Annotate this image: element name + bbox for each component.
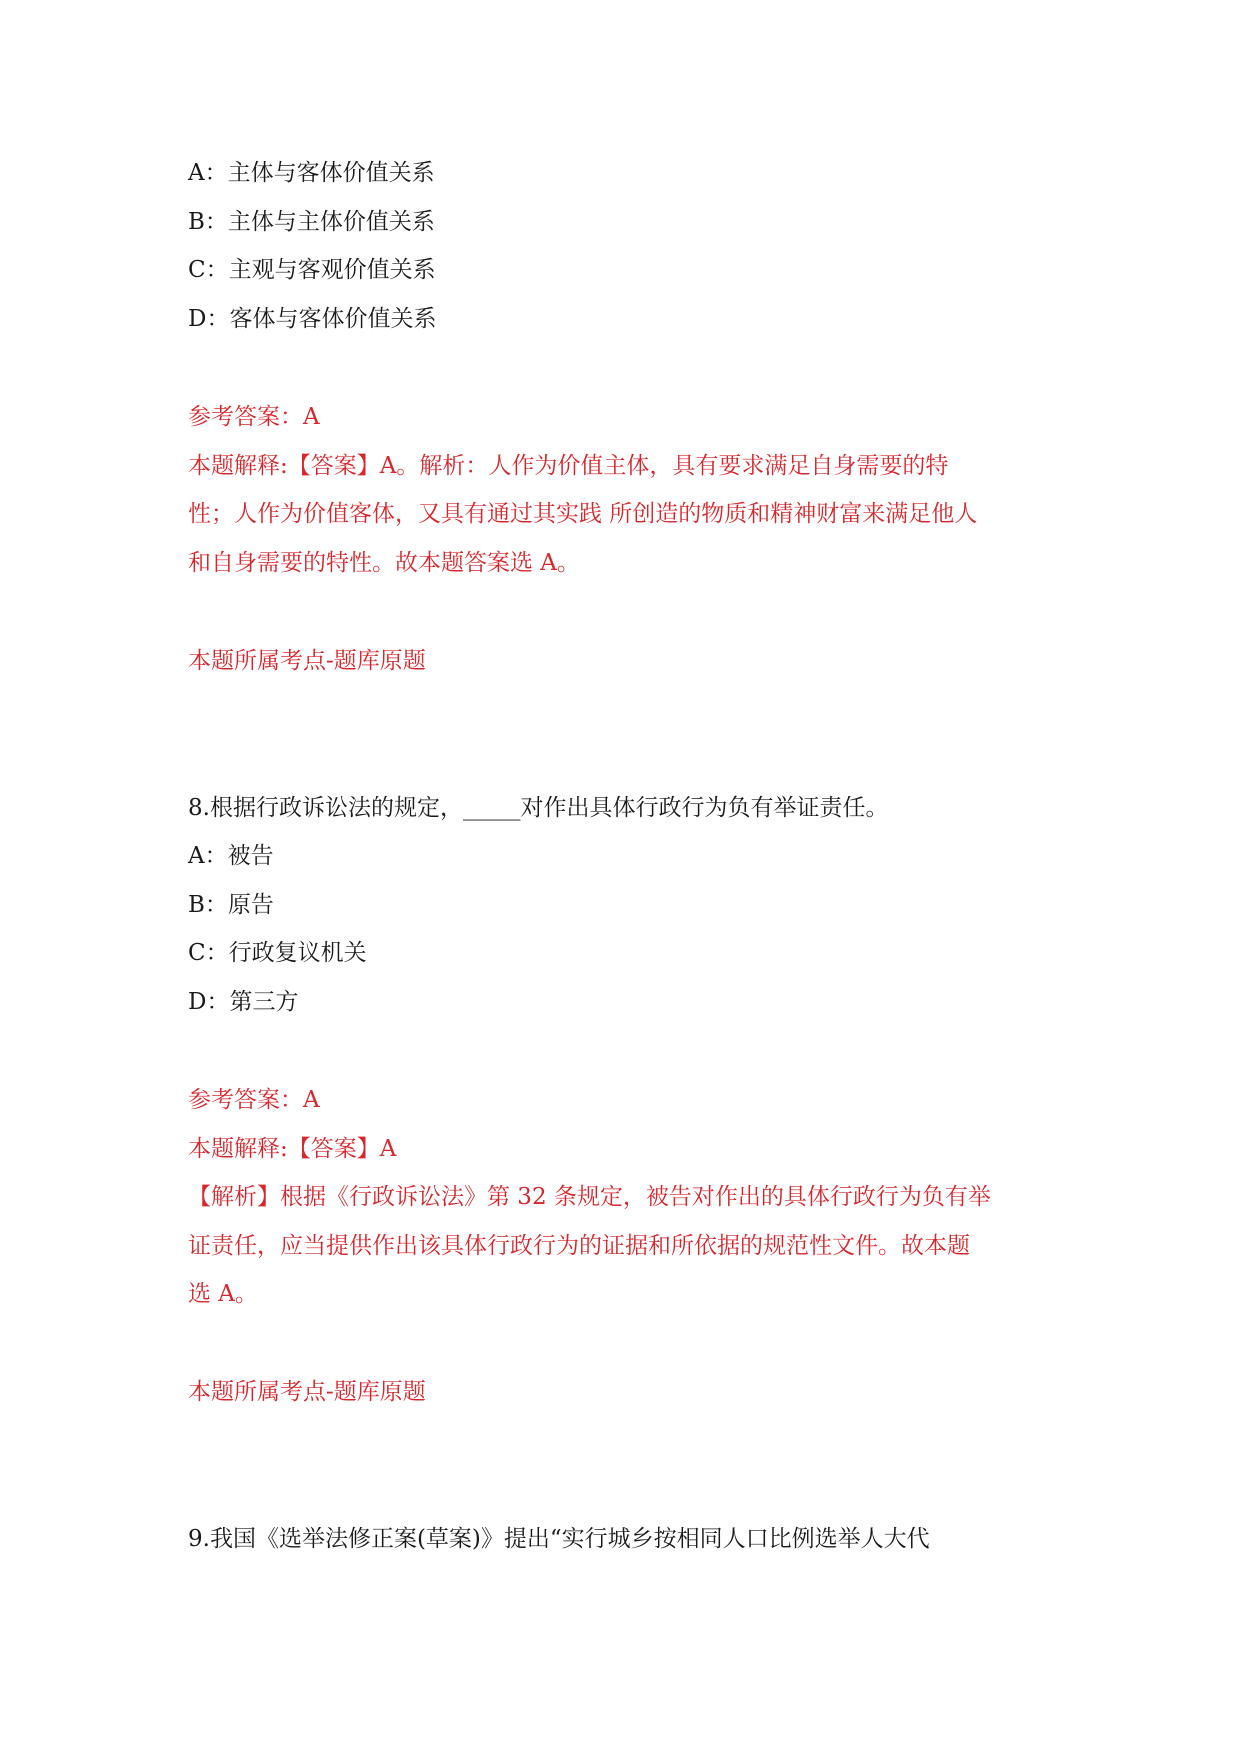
q8-option-c: C：行政复议机关 (188, 940, 367, 966)
q7-option-c: C：主观与客观价值关系 (188, 257, 436, 283)
q9-question: 9.我国《选举法修正案(草案)》提出“实行城乡按相同人口比例选举人大代 (188, 1526, 930, 1552)
q8-explanation-line: 证责任，应当提供作出该具体行政行为的证据和所依据的规范性文件。故本题 (188, 1233, 970, 1259)
q7-option-a: A：主体与客体价值关系 (188, 160, 435, 186)
q7-explanation-line: 本题解释:【答案】A。解析：人作为价值主体，具有要求满足自身需要的特 (188, 453, 949, 479)
q7-option-d: D：客体与客体价值关系 (188, 306, 437, 332)
q8-source: 本题所属考点-题库原题 (188, 1379, 426, 1405)
q8-question: 8.根据行政诉讼法的规定，_____对作出具体行政行为负有举证责任。 (188, 795, 889, 821)
q8-option-a: A：被告 (188, 843, 274, 869)
q7-answer: 参考答案：A (188, 404, 320, 430)
q8-answer: 参考答案：A (188, 1087, 320, 1113)
q8-option-b: B：原告 (188, 892, 274, 918)
q7-option-b: B：主体与主体价值关系 (188, 209, 435, 235)
q7-source: 本题所属考点-题库原题 (188, 648, 426, 674)
q8-option-d: D：第三方 (188, 989, 299, 1015)
q8-explanation-line: 【解析】根据《行政诉讼法》第 32 条规定，被告对作出的具体行政行为负有举 (188, 1184, 991, 1210)
q7-explanation-line: 性；人作为价值客体，又具有通过其实践 所创造的物质和精神财富来满足他人 (188, 501, 978, 527)
q7-explanation-line: 和自身需要的特性。故本题答案选 A。 (188, 550, 580, 576)
q8-explanation-line: 选 A。 (188, 1281, 258, 1307)
q8-explanation-head: 本题解释:【答案】A (188, 1136, 397, 1162)
